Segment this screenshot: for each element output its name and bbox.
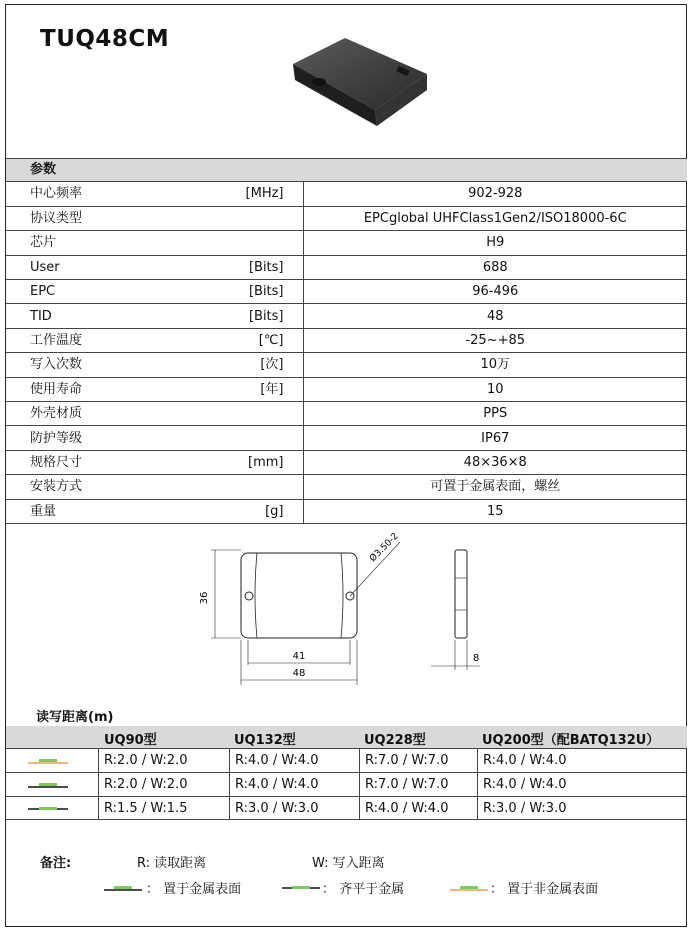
param-row	[6, 206, 687, 230]
param-name: 安装方式	[6, 475, 208, 499]
param-unit: [Bits]	[208, 280, 303, 304]
readwrite-cell: R:3.0 / W:3.0	[229, 797, 359, 820]
param-row	[6, 182, 687, 206]
param-row	[6, 402, 687, 426]
param-row	[6, 255, 687, 279]
on-metal-legend-icon	[104, 884, 142, 892]
param-value: PPS	[303, 402, 687, 426]
param-value: EPCglobal UHFClass1Gen2/ISO18000-6C	[303, 206, 687, 230]
notes-label: 备注:	[40, 856, 72, 871]
readwrite-cell: R:4.0 / W:4.0	[359, 797, 477, 820]
param-unit	[208, 475, 303, 499]
param-name: 使用寿命	[6, 377, 208, 401]
param-value: 10	[303, 377, 687, 401]
dim-thickness: 8	[473, 653, 480, 664]
readwrite-cell: R:4.0 / W:4.0	[229, 749, 359, 772]
param-value: H9	[303, 231, 687, 255]
param-row	[6, 426, 687, 450]
col-uq90: UQ90型	[104, 733, 157, 748]
legend-on-metal: ： 置于金属表面	[146, 882, 242, 897]
param-name: 规格尺寸	[6, 450, 208, 474]
notes-w-def: W: 写入距离	[312, 856, 385, 871]
param-unit: [次]	[208, 353, 303, 377]
param-value: 可置于金属表面，螺丝	[303, 475, 687, 499]
param-value: 688	[303, 255, 687, 279]
param-value: 96-496	[303, 280, 687, 304]
readwrite-title: 读写距离(m)	[36, 710, 114, 725]
param-value: IP67	[303, 426, 687, 450]
param-row	[6, 280, 687, 304]
product-title: TUQ48CM	[40, 26, 170, 52]
flush-metal-legend-icon	[282, 884, 320, 892]
param-value: 48×36×8	[303, 450, 687, 474]
param-name: TID	[6, 304, 208, 328]
col-uq228: UQ228型	[364, 733, 426, 748]
readwrite-row	[6, 748, 687, 772]
non-metal-icon	[28, 757, 68, 765]
dim-hole: Ø3.50-2	[368, 531, 401, 565]
dim-outer-width: 48	[292, 668, 306, 679]
param-row	[6, 304, 687, 328]
params-header: 参数	[6, 158, 687, 182]
param-value: 902-928	[303, 182, 687, 206]
param-name: User	[6, 255, 208, 279]
readwrite-cell: R:4.0 / W:4.0	[477, 773, 687, 796]
param-row	[6, 353, 687, 377]
param-unit	[208, 426, 303, 450]
dim-height: 36	[199, 591, 210, 605]
param-unit: [MHz]	[208, 182, 303, 206]
readwrite-cell: R:2.0 / W:2.0	[98, 749, 229, 772]
readwrite-cell: R:4.0 / W:4.0	[477, 749, 687, 772]
param-unit: [Bits]	[208, 255, 303, 279]
param-unit	[208, 206, 303, 230]
param-name: 协议类型	[6, 206, 208, 230]
readwrite-cell: R:4.0 / W:4.0	[229, 773, 359, 796]
param-name: 中心频率	[6, 182, 208, 206]
param-name: 外壳材质	[6, 402, 208, 426]
legend-non-metal: ： 置于非金属表面	[490, 882, 599, 897]
param-value: 10万	[303, 353, 687, 377]
readwrite-cell: R:1.5 / W:1.5	[98, 797, 229, 820]
param-row	[6, 328, 687, 352]
param-unit	[208, 402, 303, 426]
params-table	[6, 182, 687, 524]
readwrite-row	[6, 772, 687, 796]
readwrite-cell: R:3.0 / W:3.0	[477, 797, 687, 820]
readwrite-cell: R:7.0 / W:7.0	[359, 749, 477, 772]
param-unit: [g]	[208, 499, 303, 523]
readwrite-header	[6, 726, 687, 748]
readwrite-row	[6, 796, 687, 820]
readwrite-cell: R:2.0 / W:2.0	[98, 773, 229, 796]
mount-hole-left	[245, 592, 253, 600]
param-unit: [Bits]	[208, 304, 303, 328]
col-uq200: UQ200型（配BATQ132U）	[482, 733, 660, 748]
readwrite-cell: R:7.0 / W:7.0	[359, 773, 477, 796]
param-unit: [年]	[208, 377, 303, 401]
param-unit	[208, 231, 303, 255]
legend-flush: ： 齐平于金属	[322, 882, 405, 897]
param-value: -25~+85	[303, 328, 687, 352]
notes-r-def: R: 读取距离	[137, 856, 207, 871]
param-name: 重量	[6, 499, 208, 523]
param-row	[6, 231, 687, 255]
param-row	[6, 377, 687, 401]
param-name: 工作温度	[6, 328, 208, 352]
param-unit: [mm]	[208, 450, 303, 474]
param-name: 防护等级	[6, 426, 208, 450]
dim-inner-width: 41	[292, 651, 306, 662]
param-name: 写入次数	[6, 353, 208, 377]
param-name: EPC	[6, 280, 208, 304]
on-metal-icon	[28, 781, 68, 789]
flush-metal-icon	[28, 805, 68, 813]
param-value: 15	[303, 499, 687, 523]
product-image	[285, 34, 435, 134]
non-metal-legend-icon	[450, 884, 488, 892]
col-uq132: UQ132型	[234, 733, 296, 748]
dimension-drawing	[195, 520, 495, 690]
param-name: 芯片	[6, 231, 208, 255]
param-unit: [℃]	[208, 328, 303, 352]
param-row	[6, 475, 687, 499]
param-row	[6, 450, 687, 474]
param-value: 48	[303, 304, 687, 328]
notes-section	[0, 850, 691, 900]
